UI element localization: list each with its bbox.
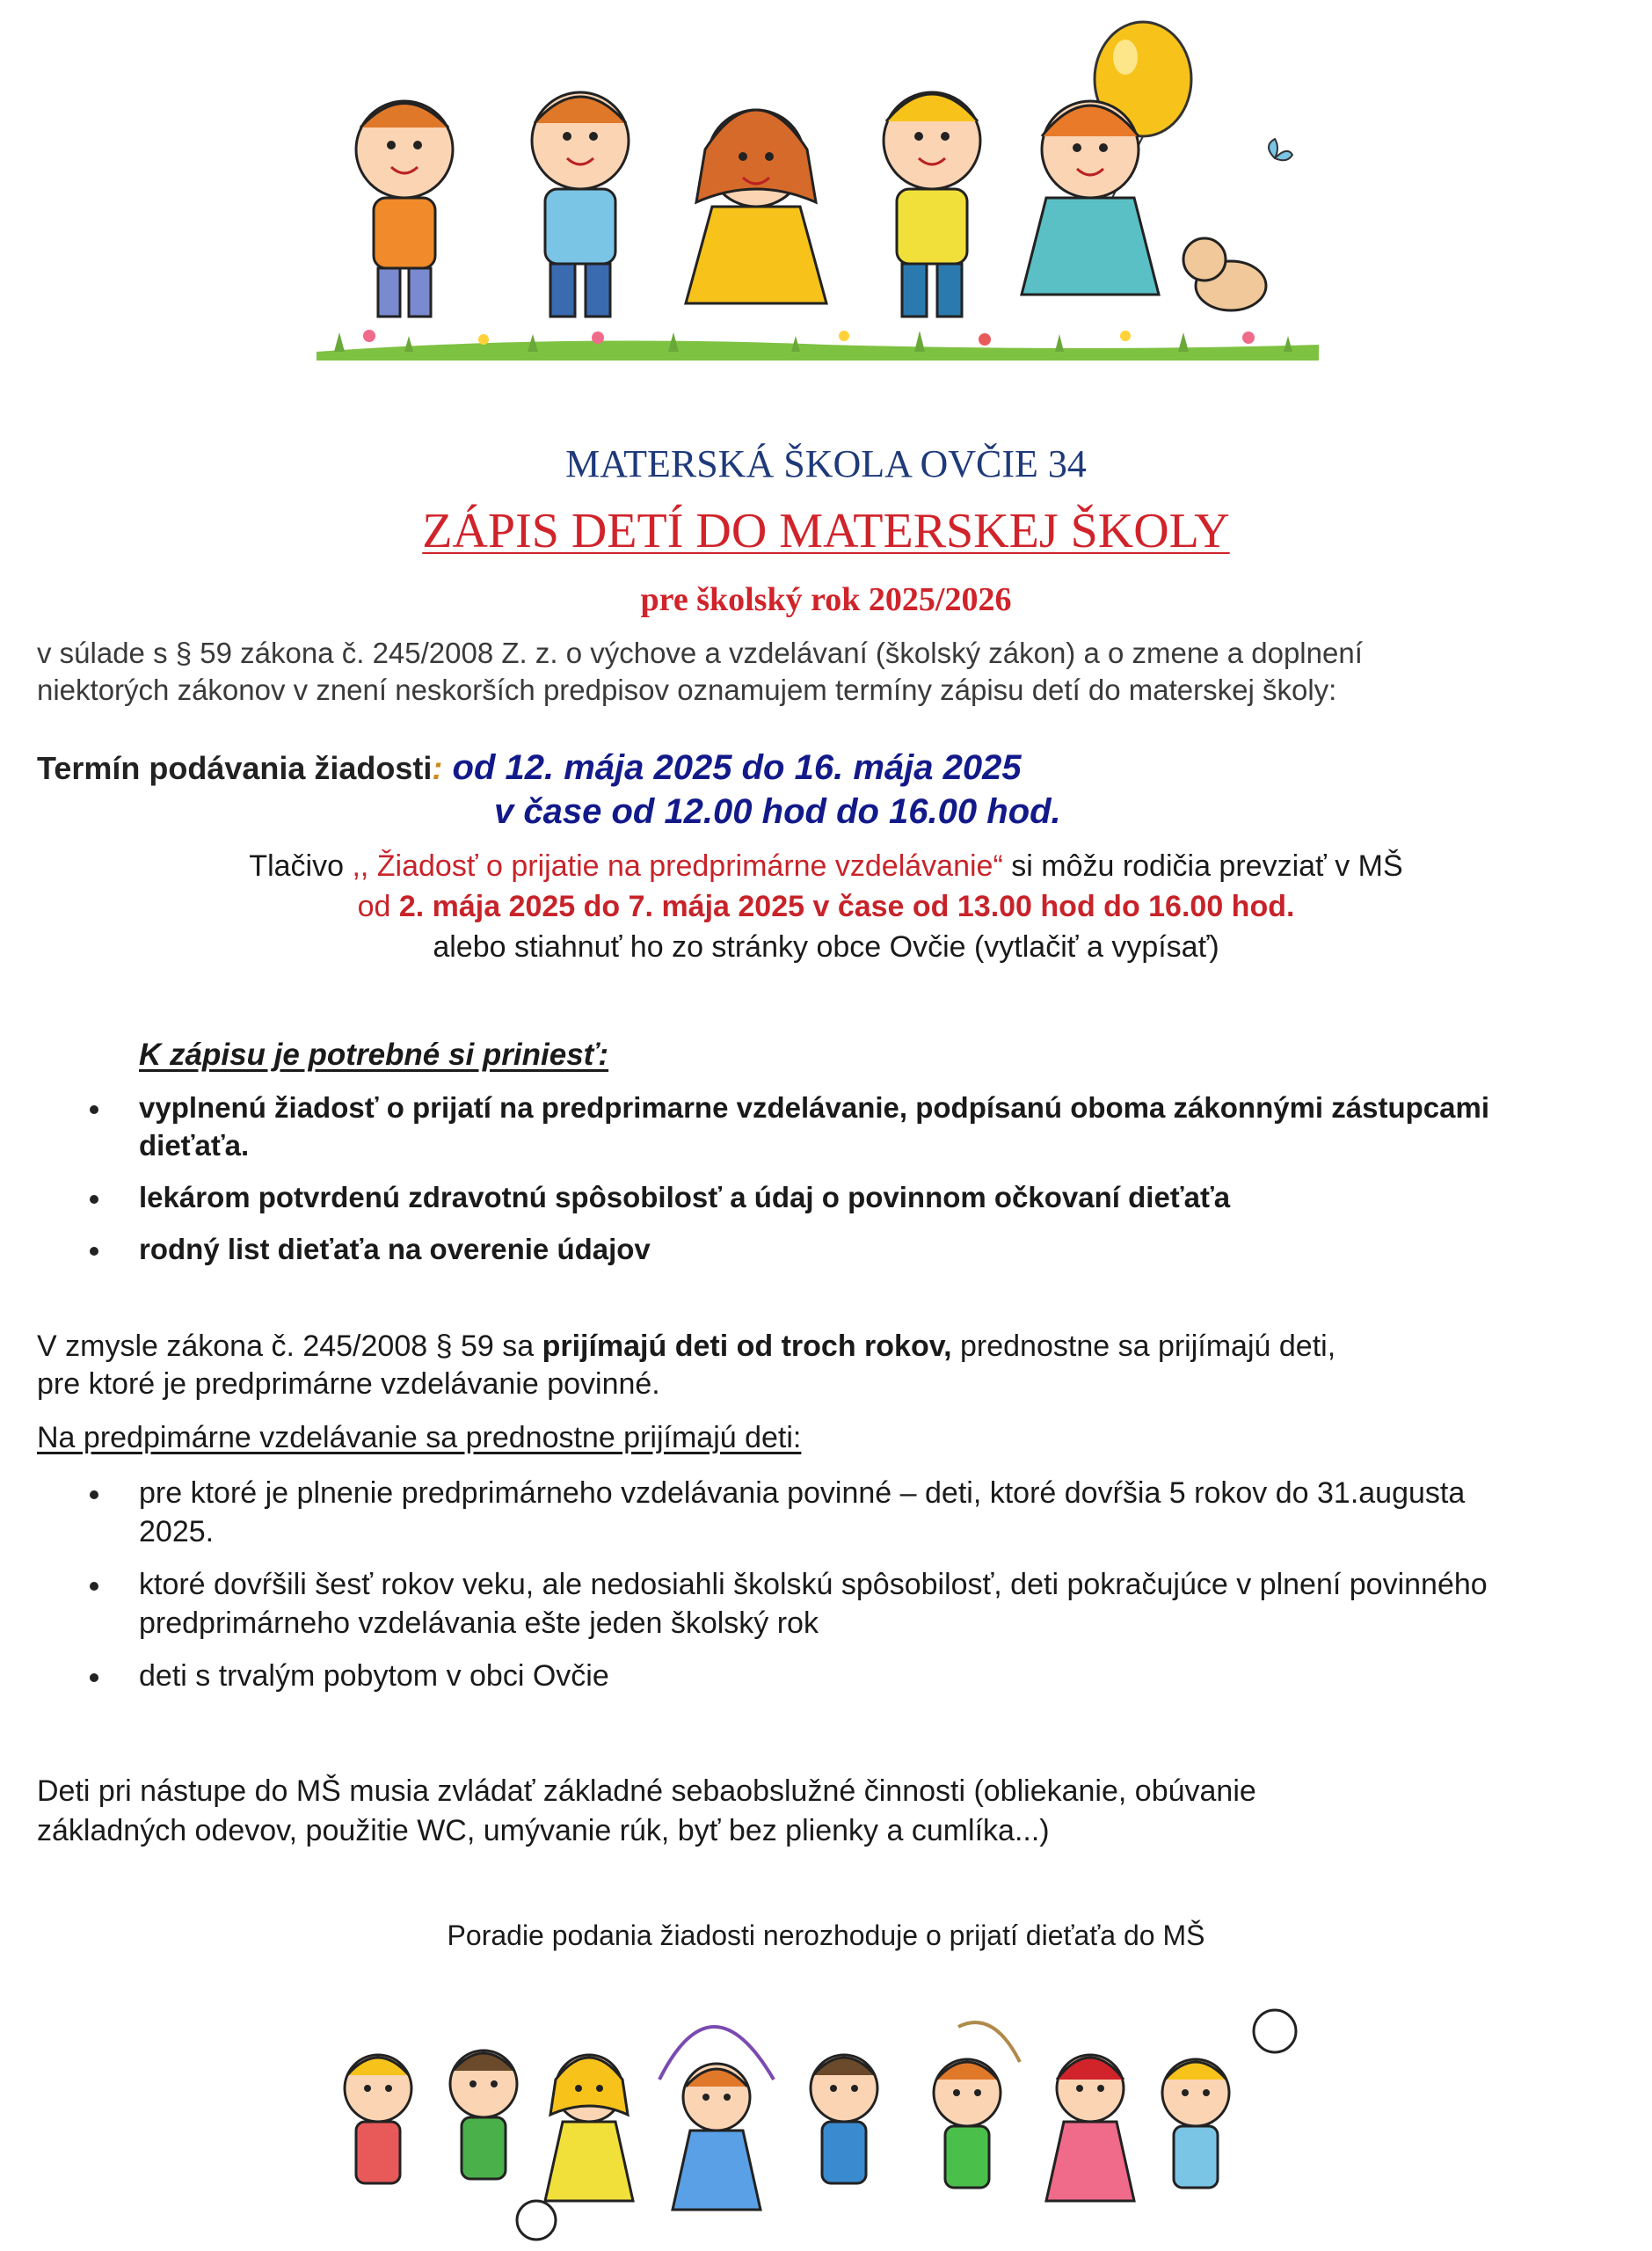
children-holding-hands-illustration <box>299 18 1336 361</box>
required-list <box>139 1089 1510 1282</box>
skills-paragraph <box>37 1772 1619 1851</box>
form-info <box>0 846 1652 967</box>
list-item: lekárom potvrdenú zdravotnú spôsobilosť a údaj o povinnom očkovaní dieťaťa <box>139 1178 1510 1216</box>
law-post: prednostne sa prijímajú deti, <box>951 1329 1336 1363</box>
priority-heading: Na predpimárne vzdelávanie sa prednostne prijímajú deti: <box>37 1421 802 1454</box>
bullet-icon <box>90 1582 98 1591</box>
law-line-2: pre ktoré je predprimárne vzdelávanie povinné. <box>37 1367 660 1401</box>
priority-list <box>139 1474 1546 1709</box>
law-pre: V zmysle zákona č. 245/2008 § 59 sa <box>37 1329 542 1363</box>
skills-line-1: Deti pri nástupe do MŠ musia zvládať základné sebaobslužné činnosti (obliekanie, obúvanie <box>37 1774 1256 1808</box>
required-heading: K zápisu je potrebné si priniesť: <box>139 1038 609 1072</box>
bullet-icon <box>90 1195 98 1204</box>
term-time: v čase od 12.00 hod do 16.00 hod. <box>494 792 1061 831</box>
term-label: Termín podávania žiadosti <box>37 750 433 786</box>
form-period: 2. mája 2025 do 7. mája 2025 v čase od 13.00 hod do 16.00 hod. <box>398 890 1295 923</box>
bullet-icon <box>90 1490 98 1499</box>
form-name: ,, Žiadosť o prijatie na predprimárne vzdelávanie“ <box>352 849 1003 883</box>
bullet-icon <box>90 1105 98 1114</box>
law-paragraph <box>37 1328 1619 1403</box>
bullet-icon <box>90 1673 98 1682</box>
skills-line-2: základných odevov, použitie WC, umývanie rúk, byť bez plienky a cumlíka...) <box>37 1814 1050 1847</box>
bullet-icon <box>90 1247 98 1256</box>
main-title: ZÁPIS DETÍ DO MATERSKEJ ŠKOLY <box>422 504 1230 558</box>
intro-line-2: niektorých zákonov v znení neskorších predpisov oznamujem termíny zápisu detí do materskej školy: <box>37 674 1337 706</box>
form-suffix: si môžu rodičia prevziať v MŠ <box>1002 849 1403 883</box>
list-item: rodný list dieťaťa na overenie údajov <box>139 1230 1510 1268</box>
list-item: vyplnenú žiadosť o prijatí na predprimarne vzdelávanie, podpísanú oboma zákonnými zástupcami dieťaťa. <box>139 1089 1510 1164</box>
list-item: pre ktoré je plnenie predprimárneho vzdelávania povinné – deti, ktoré dovŕšia 5 rokov do 31.augusta 2025. <box>139 1474 1546 1551</box>
list-item: ktoré dovŕšili šesť rokov veku, ale nedosiahli školskú spôsobilosť, deti pokračujúce v plnení povinného predprimárneho vzdelávania ešte jeden školský rok <box>139 1565 1546 1643</box>
form-download: alebo stiahnuť ho zo stránky obce Ovčie (vytlačiť a vypísať) <box>433 930 1219 964</box>
list-item: deti s trvalým pobytom v obci Ovčie <box>139 1657 1546 1695</box>
school-year: pre školský rok 2025/2026 <box>640 581 1012 618</box>
form-prefix: Tlačivo <box>249 849 353 883</box>
application-term <box>37 746 1602 831</box>
law-bold: prijímajú deti od troch rokov, <box>542 1329 952 1363</box>
school-name: MATERSKÁ ŠKOLA OVČIE 34 <box>565 442 1087 485</box>
term-colon: : <box>432 750 443 786</box>
footer-note: Poradie podania žiadosti nerozhoduje o prijatí dieťaťa do MŠ <box>447 1920 1205 1951</box>
intro-paragraph <box>37 635 1602 709</box>
intro-line-1: v súlade s § 59 zákona č. 245/2008 Z. z. o výchove a vzdelávaní (školský zákon) a o zmene a doplnení <box>37 637 1363 669</box>
form-od: od <box>357 890 399 923</box>
term-dates: od 12. mája 2025 do 16. mája 2025 <box>442 748 1022 787</box>
children-playing-illustration <box>325 1983 1310 2247</box>
